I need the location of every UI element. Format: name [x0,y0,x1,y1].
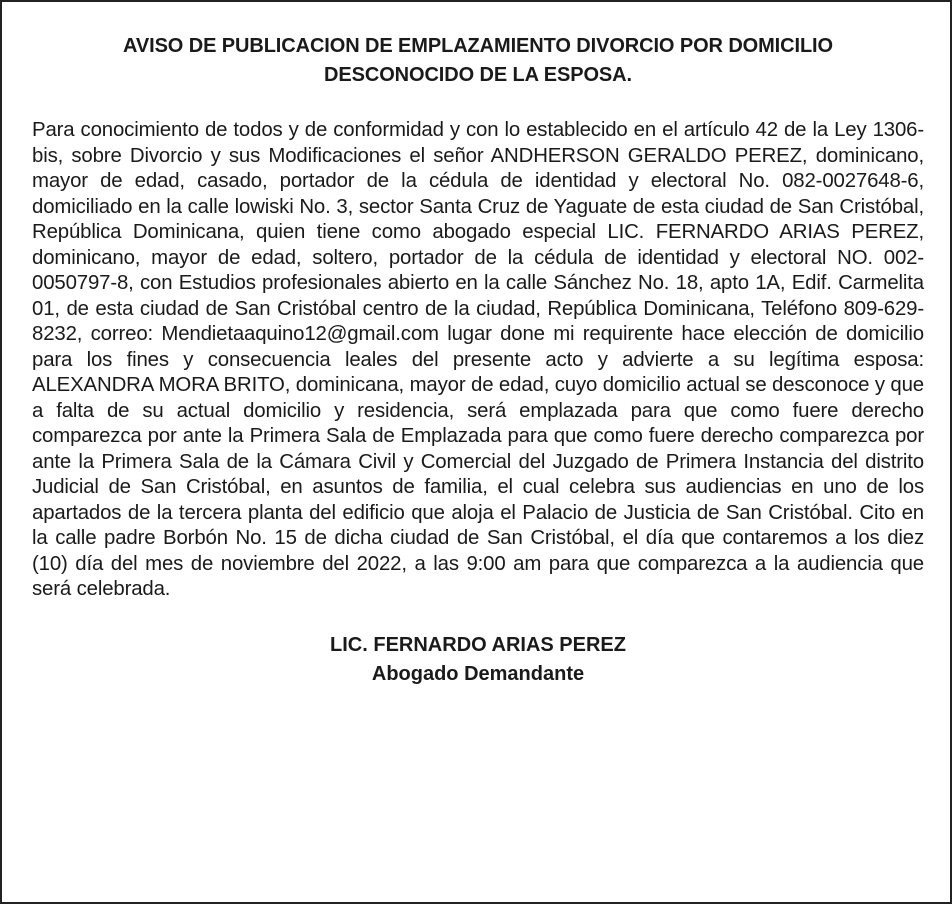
signer-role: Abogado Demandante [371,662,585,685]
notice-body: Para conocimiento de todos y de conformidad y con lo establecido en el artículo 42 de la Ley 1306-bis, sobre Divorcio y sus Modificaciones el señor ANDHERSON GERALDO PEREZ, dominicano, mayor de edad, casado, portador de la cédula de identidad y electoral No. 082-0027648-6, domiciliado en la calle lowiski No. 3, sector Santa Cruz de Yaguate de esta ciudad de San Cristóbal, República Dominicana, quien tiene como abogado especial LIC. FERNARDO ARIAS PEREZ, dominicano, mayor de edad, soltero, portador de la cédula de identidad y electoral NO. 002-0050797-8, con Estudios profesionales abierto en la calle Sánchez No. 18, apto 1A, Edif. Carmelita 01, de esta ciudad de San Cristóbal centro de la ciudad, República Dominicana, Teléfono 809-629-8232, correo: Mendietaaquino12@gmail.com lugar done mi requirente hace elección de domicilio para los fines y consecuencia leales del presente acto y advierte a su legítima esposa: ALEXANDRA MORA BRITO, dominicana, mayor de edad, cuyo domicilio actual se desconoce y que a falta de su actual domicilio y residencia, será emplazada para que como fuere derecho comparezca por ante la Primera Sala de Emplazada para que como fuere derecho comparezca por ante la Primera Sala de la Cámara Civil y Comercial del Juzgado de Primera Instancia del distrito Judicial de San Cristóbal, en asuntos de familia, el cual celebra sus audiencias en uno de los apartados de la tercera planta del edificio que aloja el Palacio de Justicia de San Cristóbal. Cito en la calle padre Borbón No. 15 de dicha ciudad de San Cristóbal, el día que contaremos a los diez (10) día del mes de noviembre del 2022, a las 9:00 am para que comparezca a la audiencia que será celebrada. [32,119,924,600]
signer-name: LIC. FERNARDO ARIAS PEREZ [330,633,626,656]
notice-title-line-2: DESCONOCIDO DE LA ESPOSA. [324,64,632,86]
signature-block [32,631,924,689]
notice-title [32,32,924,90]
notice-title-line-1: AVISO DE PUBLICACION DE EMPLAZAMIENTO DIVORCIO POR DOMICILIO [123,35,833,57]
